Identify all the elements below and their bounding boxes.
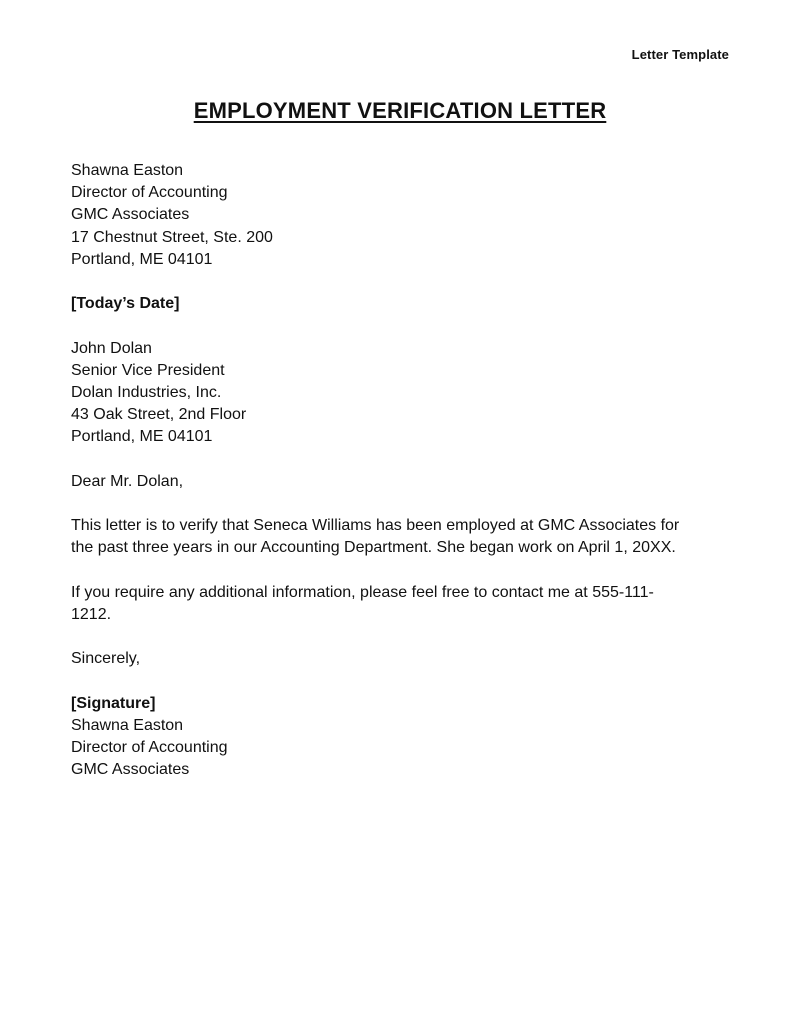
- sender-position: Director of Accounting: [71, 184, 228, 202]
- paragraph-2-line-1: If you require any additional information, please feel free to contact me at 555-111-: [71, 583, 654, 601]
- sender-name: Shawna Easton: [71, 162, 184, 179]
- closing: Sincerely,: [71, 650, 141, 668]
- body-paragraph-1: [71, 515, 731, 559]
- recipient-position: Senior Vice President: [71, 361, 225, 379]
- sender-city: Portland, ME 04101: [71, 250, 213, 268]
- signature-company: GMC Associates: [71, 761, 190, 779]
- salutation: Dear Mr. Dolan,: [71, 472, 184, 490]
- recipient-city: Portland, ME 04101: [71, 428, 213, 446]
- letter-title: EMPLOYMENT VERIFICATION LETTER: [193, 98, 607, 123]
- recipient-street: 43 Oak Street, 2nd Floor: [71, 406, 247, 424]
- paragraph-1-line-2: the past three years in our Accounting Department. She began work on April 1, 20XX.: [71, 539, 676, 557]
- header-label: Letter Template: [631, 47, 729, 62]
- sender-street: 17 Chestnut Street, Ste. 200: [71, 228, 273, 246]
- recipient-name: John Dolan: [71, 339, 152, 357]
- date-placeholder: [Today’s Date]: [71, 295, 180, 313]
- signature-position: Director of Accounting: [71, 739, 228, 757]
- sender-company: GMC Associates: [71, 206, 190, 224]
- recipient-address: [71, 338, 731, 449]
- body-paragraph-2: [71, 582, 731, 626]
- sender-address: [71, 160, 731, 271]
- signature-placeholder: [Signature]: [71, 694, 156, 712]
- recipient-company: Dolan Industries, Inc.: [71, 384, 222, 401]
- letter-body: [71, 160, 731, 782]
- paragraph-2-line-2: 1212.: [71, 605, 112, 623]
- paragraph-1-line-1: This letter is to verify that Seneca Williams has been employed at GMC Associates for: [71, 517, 680, 535]
- signature-name: Shawna Easton: [71, 716, 184, 734]
- signature-block: [71, 693, 731, 782]
